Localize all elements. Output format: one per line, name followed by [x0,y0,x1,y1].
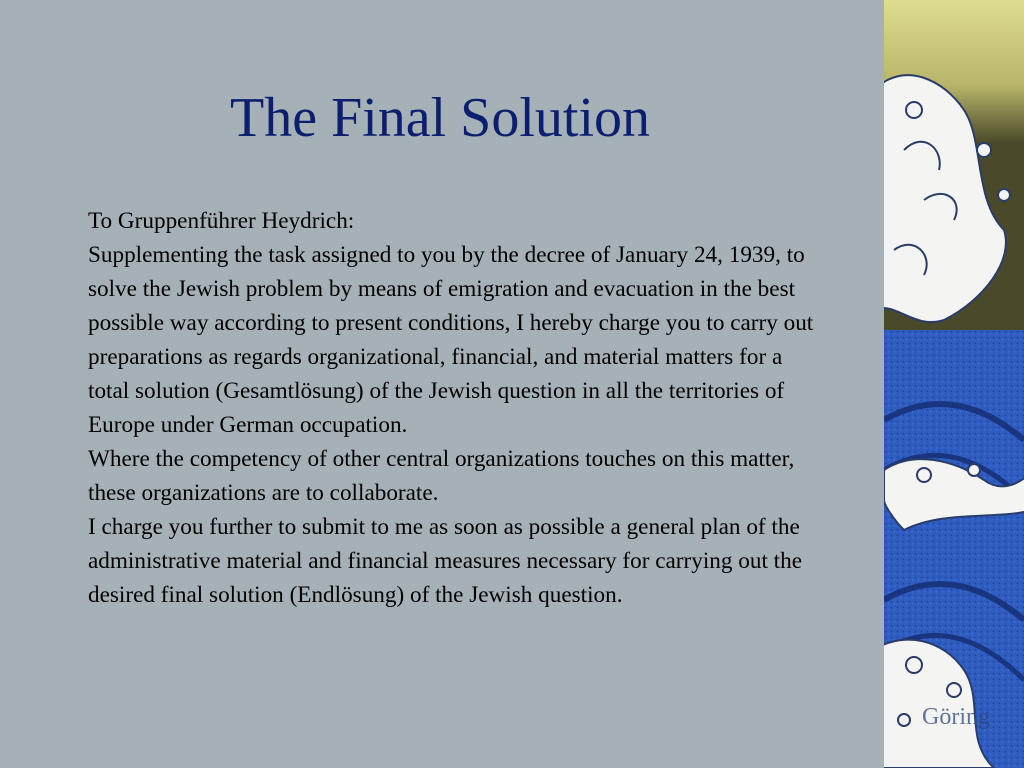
body-paragraph-collaboration: Where the competency of other central organizations touches on this matter, these organizations are to collaborate. [88,446,795,506]
body-paragraph-plan: I charge you further to submit to me as soon as possible a general plan of the administrative material and financial measures necessary for carrying out the desired final solution (Endlösung) of the Jewish question. [88,514,803,608]
wave-icon [884,0,1024,768]
body-paragraph-salutation: To Gruppenführer Heydrich: [88,208,355,234]
body-paragraph-task: Supplementing the task assigned to you by the decree of January 24, 1939, to solve the Jewish problem by means of emigration and evacuation in the best possible way according to present conditions, I hereby charge you to carry out preparations as regards organizational, financial, and material matters for a total solution (Gesamtlösung) of the Jewish question in all the territories of Europe under German occupation. [88,242,814,438]
signature: Göring [922,704,990,730]
slide-body [88,204,828,612]
slide-title: The Final Solution [230,87,650,149]
